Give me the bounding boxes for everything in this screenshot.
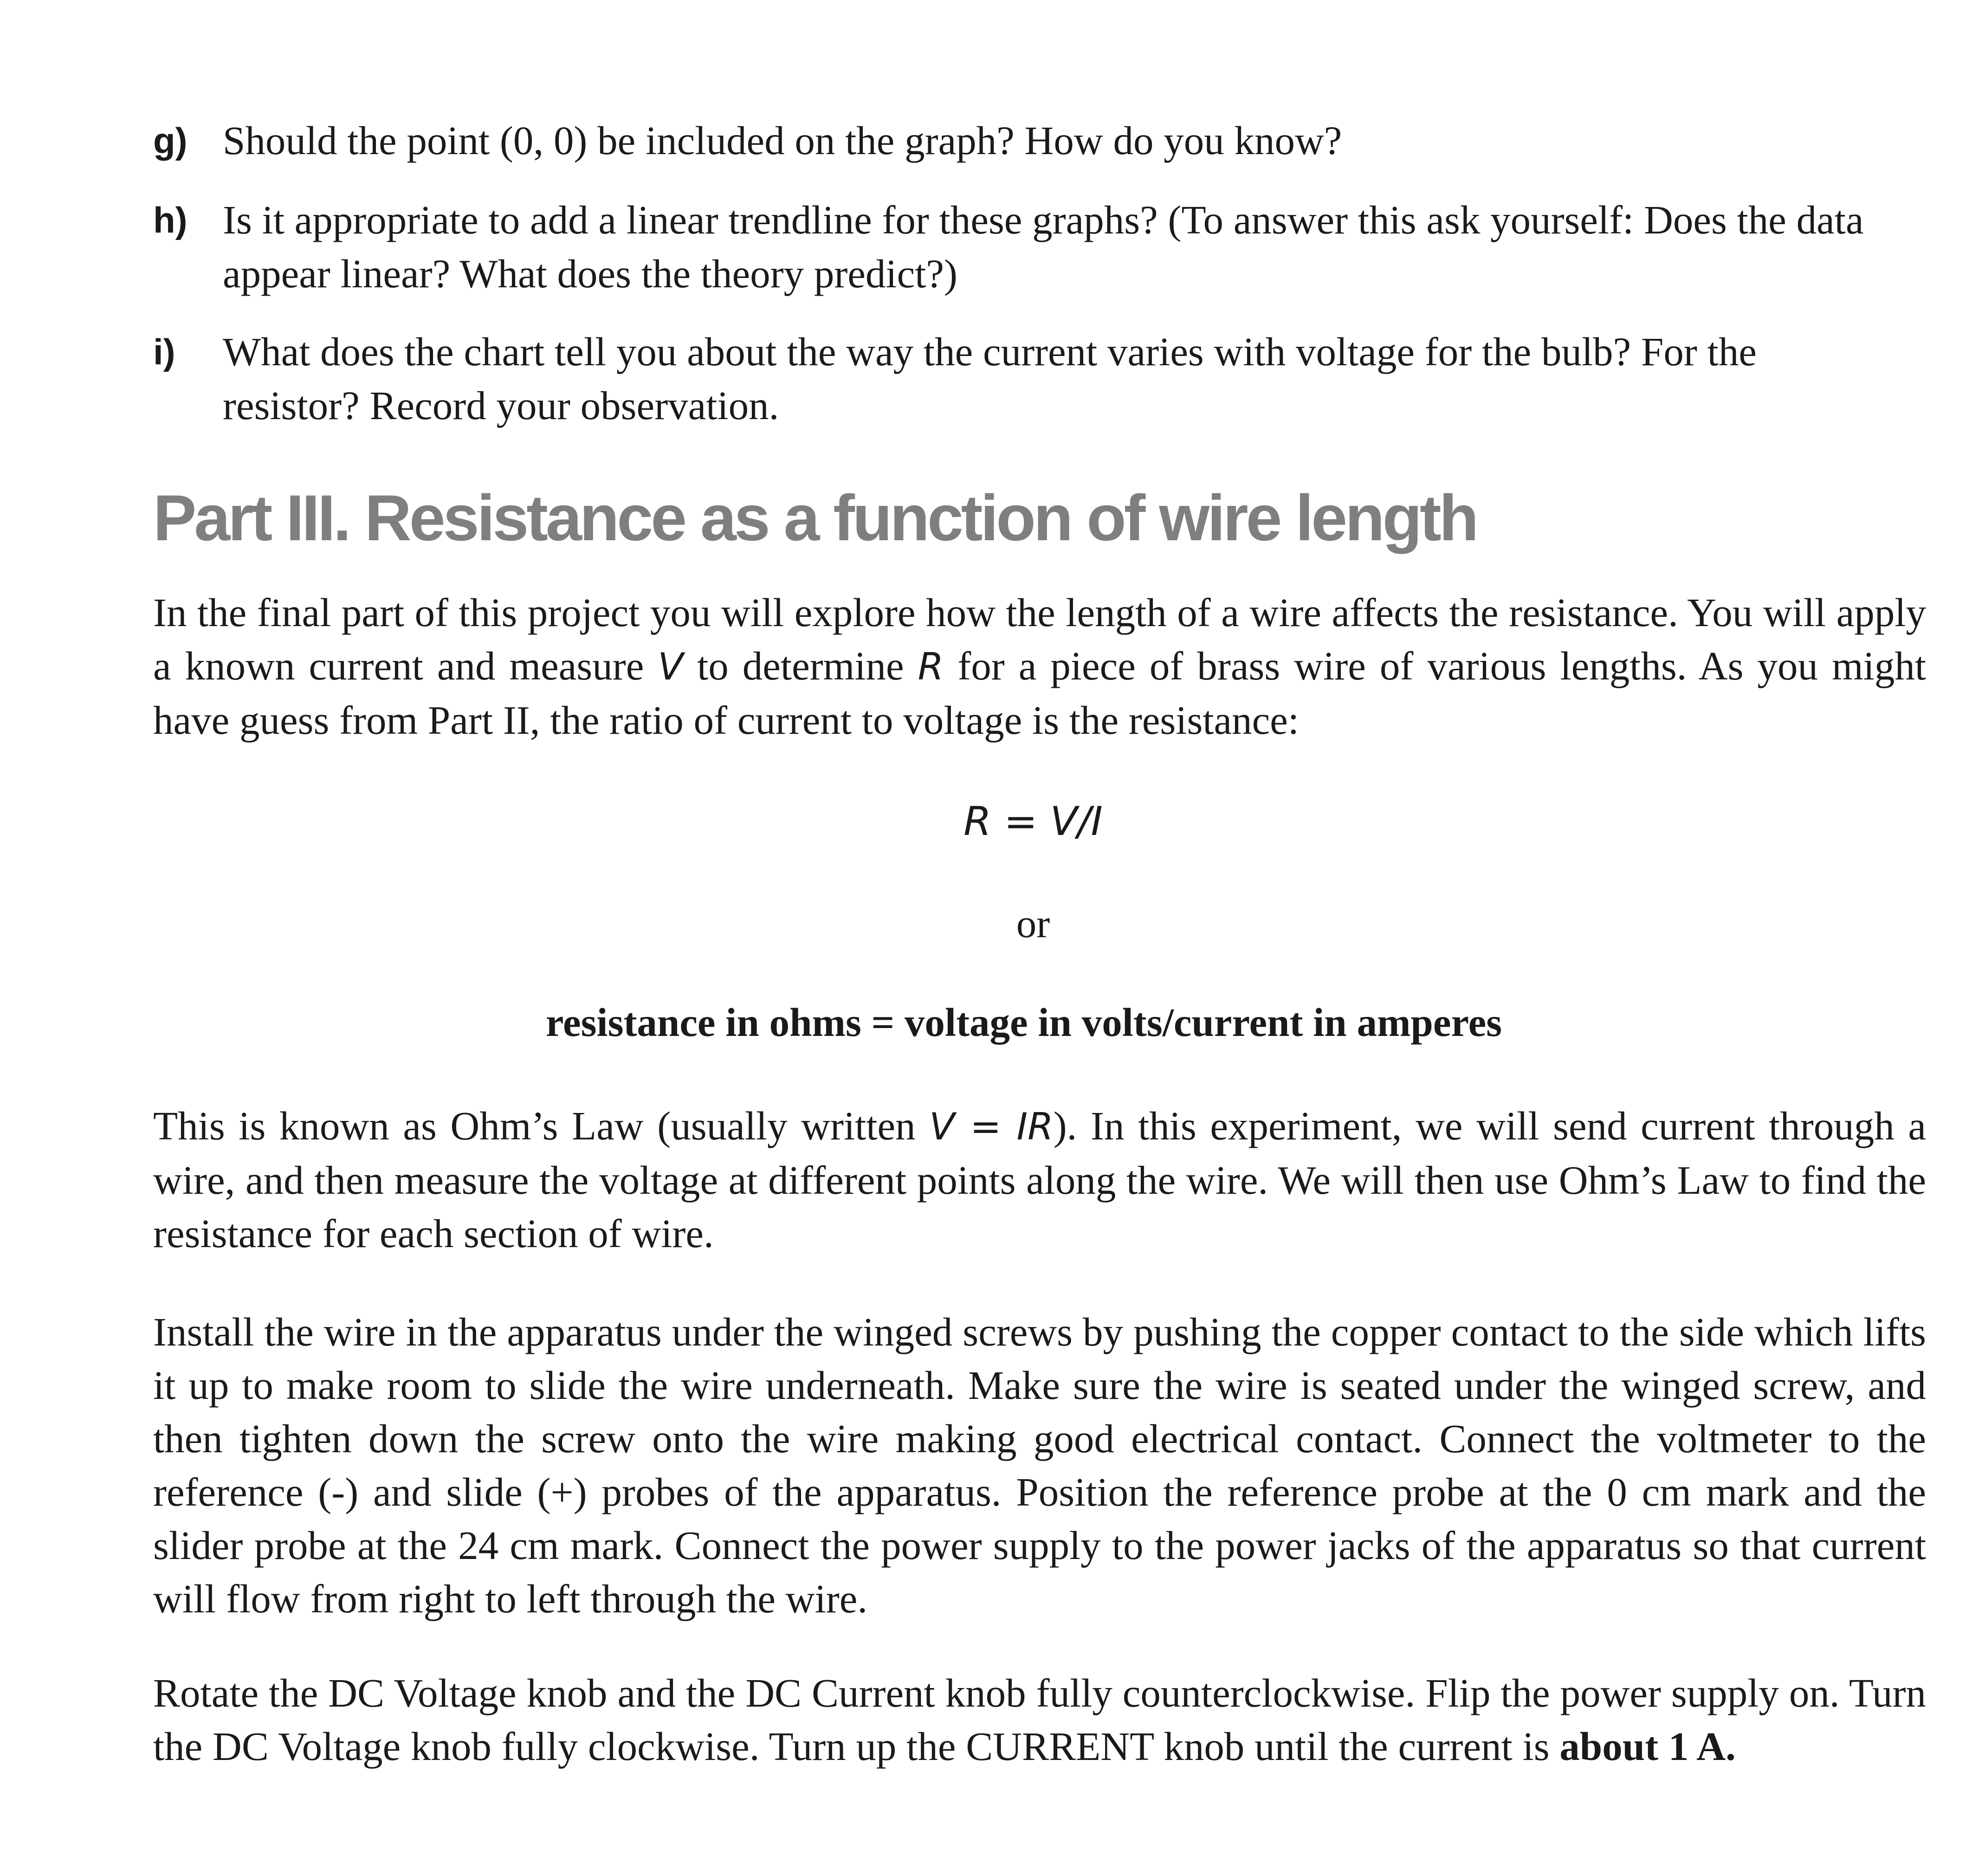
ohms-law-paragraph [153,1099,1926,1260]
ohm-text-1: This is known as Ohm’s Law (usually written [153,1103,930,1148]
rotate-bold-text: about 1 A. [1559,1724,1736,1769]
intro-paragraph [153,586,1926,747]
intro-text-2: to determine [683,643,918,688]
question-i [153,325,1870,433]
voltage-variable: V [658,645,684,688]
question-g [153,114,1870,168]
intro-text-3: for a piece of brass wire of various lengths. As you might have guess from Part II, the ratio of current to voltage is the resistance: [153,643,1927,743]
equation-or: or [1016,901,1050,946]
ohm-formula: V = IR [929,1105,1054,1148]
question-text: Should the point (0, 0) be included on the graph? How do you know? [223,118,1342,163]
question-letter: h) [153,200,188,240]
rotate-paragraph [153,1666,1926,1773]
intro-text-1: In the final part of this project you will explore how the length of a wire affects the resistance. You will apply a known current and measure [153,590,1926,688]
word-equation: resistance in ohms = voltage in volts/current in amperes [545,1000,1502,1045]
ohms-law-equation: R = V/I [963,798,1103,845]
question-letter: g) [153,120,188,161]
section-heading: Part III. Resistance as a function of wire length [153,481,1477,554]
resistance-variable: R [918,645,944,688]
ohm-text-2: ). In this experiment, we will send current through a wire, and then measure the voltage at different points along the wire. We will then use Ohm’s Law to find the resistance for each section of wire. [153,1103,1926,1256]
question-letter: i) [153,331,175,372]
install-paragraph: Install the wire in the apparatus under the winged screws by pushing the copper contact to the side which lifts it up to make room to slide the wire underneath. Make sure the wire is seated under the winged screw, and then tighten down the screw onto the wire making good electrical contact. Connect the voltmeter to the reference (-) and slide (+) probes of the apparatus. Position the reference probe at the 0 cm mark and the slider probe at the 24 cm mark. Connect the power supply to the power jacks of the apparatus so that current will flow from right to left through the wire. [153,1309,1926,1621]
question-h [153,193,1870,301]
question-text: Is it appropriate to add a linear trendline for these graphs? (To answer this ask yourself: Does the data appear linear? What does the theory predict?) [223,197,1864,296]
rotate-text: Rotate the DC Voltage knob and the DC Current knob fully counterclockwise. Flip the power supply on. Turn the DC Voltage knob fully clockwise. Turn up the CURRENT knob until the current is [153,1670,1926,1769]
question-text: What does the chart tell you about the way the current varies with voltage for the bulb? For the resistor? Record your observation. [223,329,1757,428]
